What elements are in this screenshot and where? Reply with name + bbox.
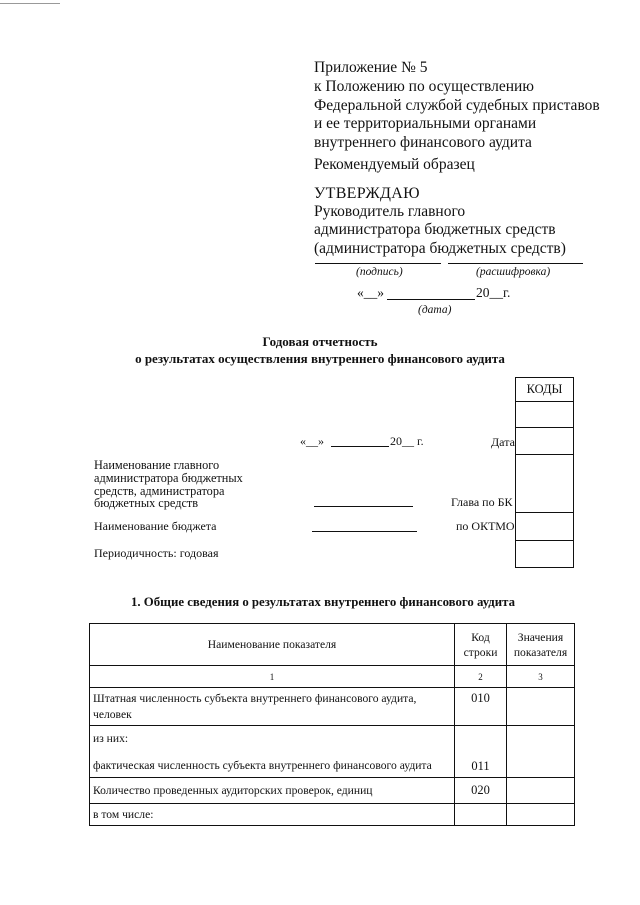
annex-line: и ее территориальными органами	[314, 115, 537, 133]
table-row	[90, 726, 575, 778]
report-title-line2: о результатах осуществления внутреннего финансового аудита	[135, 351, 505, 366]
date-caption: (дата)	[418, 304, 452, 316]
header-code: Код строки	[455, 624, 507, 666]
column-number: 1	[90, 666, 455, 688]
value-cell[interactable]	[507, 688, 575, 726]
decoding-line	[448, 263, 583, 264]
approval-block	[314, 185, 566, 258]
codes-header: КОДЫ	[516, 378, 574, 402]
row-code	[455, 804, 507, 826]
admin-name-line[interactable]	[314, 506, 413, 507]
code-oktmo-cell[interactable]	[516, 513, 574, 541]
report-title	[0, 333, 640, 367]
recommended-sample: Рекомендуемый образец	[314, 156, 475, 173]
oktmo-label: по ОКТМО	[456, 519, 515, 533]
value-cell[interactable]	[507, 804, 575, 826]
form-date-day: «__»	[300, 434, 324, 448]
code-form-cell[interactable]	[516, 402, 574, 428]
section1-title: 1. Общие сведения о результатах внутреннего финансового аудита	[131, 595, 515, 609]
form-date-line	[331, 446, 389, 447]
row-code: 010	[455, 688, 507, 726]
approve-line: (администратора бюджетных средств)	[314, 239, 566, 257]
signature-caption: (подпись)	[356, 266, 403, 278]
table-row	[90, 804, 575, 826]
table-row	[90, 778, 575, 804]
row-code: 011	[455, 726, 507, 778]
report-title-line1: Годовая отчетность	[262, 334, 378, 349]
indicator-name: из них: фактическая численность субъекта внутреннего финансового аудита	[90, 726, 455, 778]
indicators-table	[89, 623, 575, 826]
annex-line: Федеральной службой судебных приставов	[314, 96, 600, 114]
indicator-name: в том числе:	[90, 804, 455, 826]
annex-line: к Положению по осуществлению	[314, 77, 534, 95]
decoding-caption: (расшифровка)	[476, 266, 551, 278]
code-date-cell[interactable]	[516, 428, 574, 455]
code-glava-cell[interactable]	[516, 455, 574, 513]
value-cell[interactable]	[507, 726, 575, 778]
glava-label: Глава по БК	[451, 495, 513, 509]
header-indicator-name: Наименование показателя	[90, 624, 455, 666]
admin-name-label: Наименование главного администратора бюджетных средств, администратора бюджетных средств	[94, 458, 243, 511]
approval-date-line	[387, 299, 475, 300]
approve-line: Руководитель главного	[314, 203, 466, 221]
codes-table	[515, 377, 574, 568]
budget-name-line[interactable]	[312, 531, 417, 532]
approve-heading: УТВЕРЖДАЮ	[314, 185, 420, 202]
value-cell[interactable]	[507, 778, 575, 804]
budget-name-label: Наименование бюджета	[94, 519, 217, 533]
date-label: Дата	[491, 435, 515, 449]
row-code: 020	[455, 778, 507, 804]
column-number: 2	[455, 666, 507, 688]
header-values: Значения показателя	[507, 624, 575, 666]
indicator-name: Штатная численность субъекта внутреннего финансового аудита, человек	[90, 688, 455, 726]
form-date-year: 20__ г.	[390, 434, 424, 448]
annex-line: Приложение № 5	[314, 59, 428, 76]
annex-block	[314, 59, 600, 153]
approval-date-year: 20__г.	[476, 285, 511, 300]
column-number: 3	[507, 666, 575, 688]
code-period-cell[interactable]	[516, 541, 574, 568]
signature-line	[315, 263, 441, 264]
periodicity-label: Периодичность: годовая	[94, 546, 219, 560]
approve-line: администратора бюджетных средств	[314, 221, 556, 239]
indicator-name: Количество проведенных аудиторских проверок, единиц	[90, 778, 455, 804]
table-row	[90, 688, 575, 726]
approval-date-day: «__»	[357, 285, 384, 300]
scan-mark	[0, 3, 60, 4]
annex-line: внутреннего финансового аудита	[314, 134, 532, 152]
